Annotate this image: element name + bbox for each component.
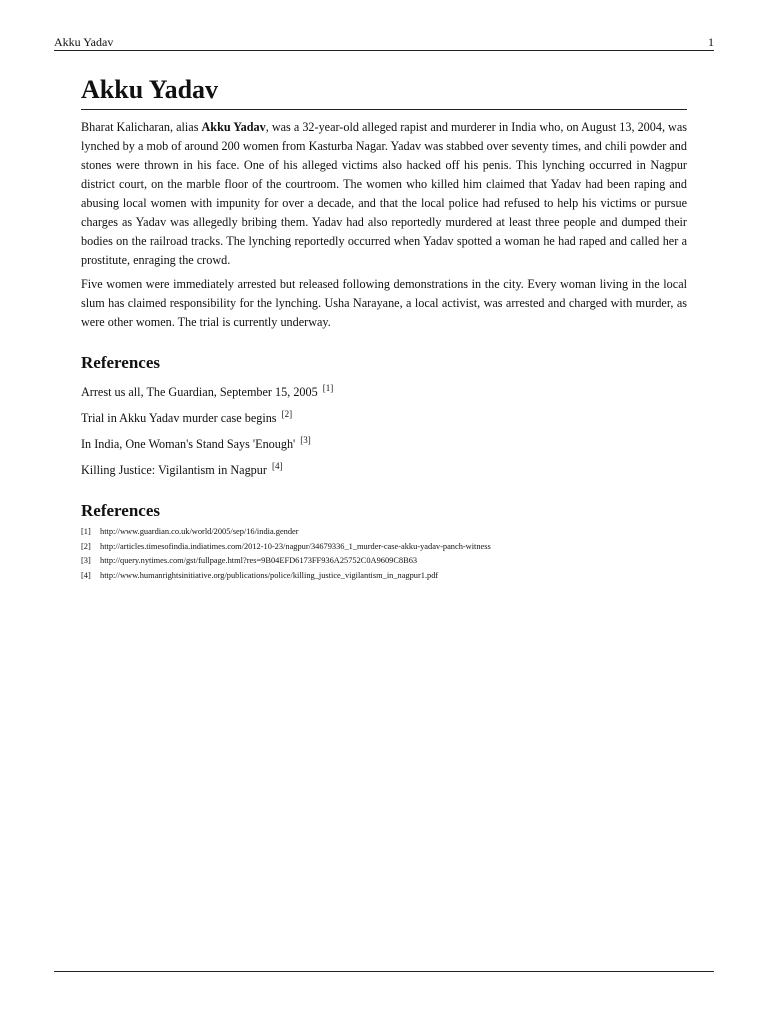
note-url[interactable]: http://query.nytimes.com/gst/fullpage.html?res=9B04EFD6173FF936A25752C0A9609C8B63 <box>100 556 418 565</box>
note-item <box>81 554 687 569</box>
note-url[interactable]: http://www.guardian.co.uk/world/2005/sep/16/india.gender <box>100 527 299 536</box>
intro-paragraph <box>81 118 687 270</box>
footer-rule <box>54 971 714 972</box>
reference-item[interactable] <box>81 403 687 429</box>
note-url[interactable]: http://www.humanrightsinitiative.org/publications/police/killing_justice_vigilantism_in_nagpur1.pdf <box>100 570 439 580</box>
note-number: [2] <box>81 541 91 551</box>
note-item <box>81 540 687 555</box>
note-item <box>81 525 687 540</box>
running-title: Akku Yadav <box>54 35 114 49</box>
running-header <box>54 34 714 51</box>
citation-marker[interactable]: [3] <box>300 435 311 445</box>
article-body <box>81 72 687 583</box>
aftermath-paragraph: Five women were immediately arrested but released following demonstrations in the city. Every woman living in the local slum has claimed responsibility for the lynching. Usha Narayane, a local activist, was arrested and charged with murder, as were other women. The trial is currently underway. <box>81 277 687 329</box>
reference-title[interactable]: Killing Justice: Vigilantism in Nagpur <box>81 463 267 477</box>
references-list <box>81 377 687 481</box>
references-heading: References <box>81 353 160 372</box>
reference-title[interactable]: Arrest us all, The Guardian, September 15, 2005 <box>81 385 318 399</box>
notes-heading: References <box>81 501 160 520</box>
intro-text-start: Bharat Kalicharan, alias <box>81 120 202 134</box>
notes-list <box>81 525 687 583</box>
page-number: 1 <box>708 35 714 49</box>
reference-item[interactable] <box>81 429 687 455</box>
note-number: [3] <box>81 556 91 565</box>
reference-title[interactable]: Trial in Akku Yadav murder case begins <box>81 411 277 425</box>
page-title: Akku Yadav <box>81 72 687 110</box>
reference-item[interactable] <box>81 377 687 403</box>
citation-marker[interactable]: [1] <box>322 383 334 393</box>
note-url[interactable]: http://articles.timesofindia.indiatimes.com/2012-10-23/nagpur/34679336_1_murder-case-akku-yadav-panch-witness <box>100 541 491 551</box>
note-number: [4] <box>81 570 91 580</box>
subject-name: Akku Yadav <box>201 120 266 134</box>
reference-item[interactable] <box>81 455 687 481</box>
citation-marker[interactable]: [2] <box>281 409 293 419</box>
citation-marker[interactable]: [4] <box>271 461 283 471</box>
intro-text-rest: , was a 32-year-old alleged rapist and murderer in India who, on August 13, 2004, was lynched by a mob of around 200 women from Kasturba Nagar. Yadav was stabbed over seventy times, and chili powder and stones were thrown in his face. One of his alleged victims also hacked off his penis. This lynching occurred in Nagpur district court, on the marble floor of the courtroom. The women who killed him claimed that Yadav had been raping and abusing local women with impunity for over a decade, and that the local police had refused to help his victims or pursue charges as Yadav was allegedly bribing them. Yadav had also reportedly murdered at least three people and dumped their bodies on the railroad tracks. The lynching reportedly occurred when Yadav spotted a woman he had raped and called her a prostitute, enraging the crowd. <box>81 120 687 267</box>
note-item <box>81 569 687 584</box>
note-number: [1] <box>81 527 91 536</box>
reference-title[interactable]: In India, One Woman's Stand Says 'Enough' <box>81 437 296 451</box>
